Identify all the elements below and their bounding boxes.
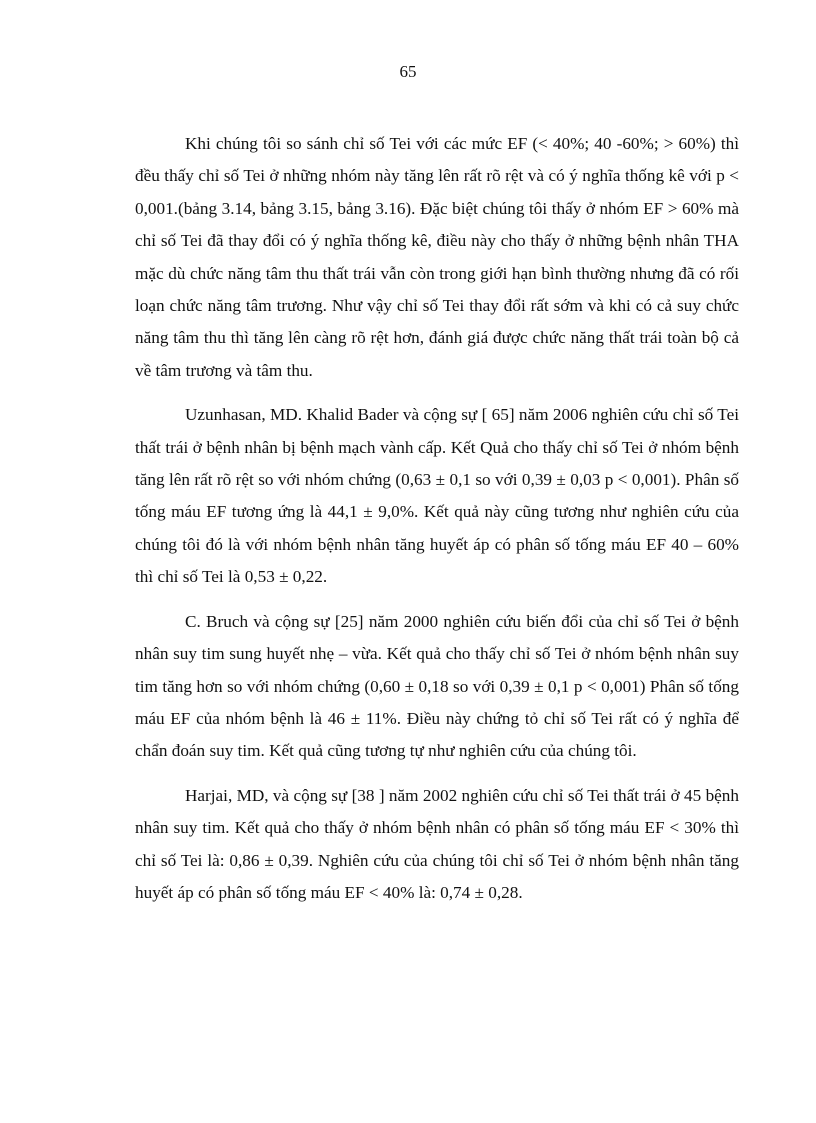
paragraph-uzunhasan-study: Uzunhasan, MD. Khalid Bader và cộng sự [ 65] năm 2006 nghiên cứu chỉ số Tei thất trái ở bệnh nhân bị bệnh mạch vành cấp. Kết Quả cho thấy chỉ số Tei ở nhóm bệnh tăng lên rất rõ rệt so với nhóm chứng (0,63 ± 0,1 so với 0,39 ± 0,03 p < 0,001). Phân số tống máu EF tương ứng là 44,1 ± 9,0%. Kết quả này cũng tương như nghiên cứu của chúng tôi đó là với nhóm bệnh nhân tăng huyết áp có phân số tống máu EF 40 – 60% thì chỉ số Tei là 0,53 ± 0,22. — [135, 405, 739, 587]
paragraph-bruch-study: C. Bruch và cộng sự [25] năm 2000 nghiên cứu biến đổi của chỉ số Tei ở bệnh nhân suy tim sung huyết nhẹ – vừa. Kết quả cho thấy chỉ số Tei ở nhóm bệnh nhân suy tim tăng hơn so với nhóm chứng (0,60 ± 0,18 so với 0,39 ± 0,1 p < 0,001) Phân số tống máu EF của nhóm bệnh là 46 ± 11%. Điều này chứng tỏ chỉ số Tei rất có ý nghĩa để chẩn đoán suy tim. Kết quả cũng tương tự như nghiên cứu của chúng tôi. — [135, 611, 739, 761]
page-number: 65 — [399, 62, 417, 81]
paragraph-tei-ef-comparison: Khi chúng tôi so sánh chỉ số Tei với các mức EF (< 40%; 40 -60%; > 60%) thì đều thấy chỉ số Tei ở những nhóm này tăng lên rất rõ rệt và có ý nghĩa thống kê với p < 0,001.(bảng 3.14, bảng 3.15, bảng 3.16). Đặc biệt chúng tôi thấy ở nhóm EF > 60% mà chỉ số Tei đã thay đổi có ý nghĩa thống kê, điều này cho thấy ở những bệnh nhân THA mặc dù chức năng tâm thu thất trái vẫn còn trong giới hạn bình thường nhưng đã có rối loạn chức năng tâm trương. Như vậy chỉ số Tei thay đổi rất sớm và khi có cả suy chức năng tâm thu thì tăng lên càng rõ rệt hơn, đánh giá được chức năng thất trái toàn bộ cả về tâm trương và tâm thu. — [135, 134, 739, 380]
body-text — [135, 128, 739, 921]
paragraph-harjai-study: Harjai, MD, và cộng sự [38 ] năm 2002 nghiên cứu chỉ số Tei thất trái ở 45 bệnh nhân suy tim. Kết quả cho thấy ở nhóm bệnh nhân có phân số tống máu EF < 30% thì chỉ số Tei là: 0,86 ± 0,39. Nghiên cứu của chúng tôi chỉ số Tei ở nhóm bệnh nhân tăng huyết áp có phân số tống máu EF < 40% là: 0,74 ± 0,28. — [135, 785, 739, 902]
